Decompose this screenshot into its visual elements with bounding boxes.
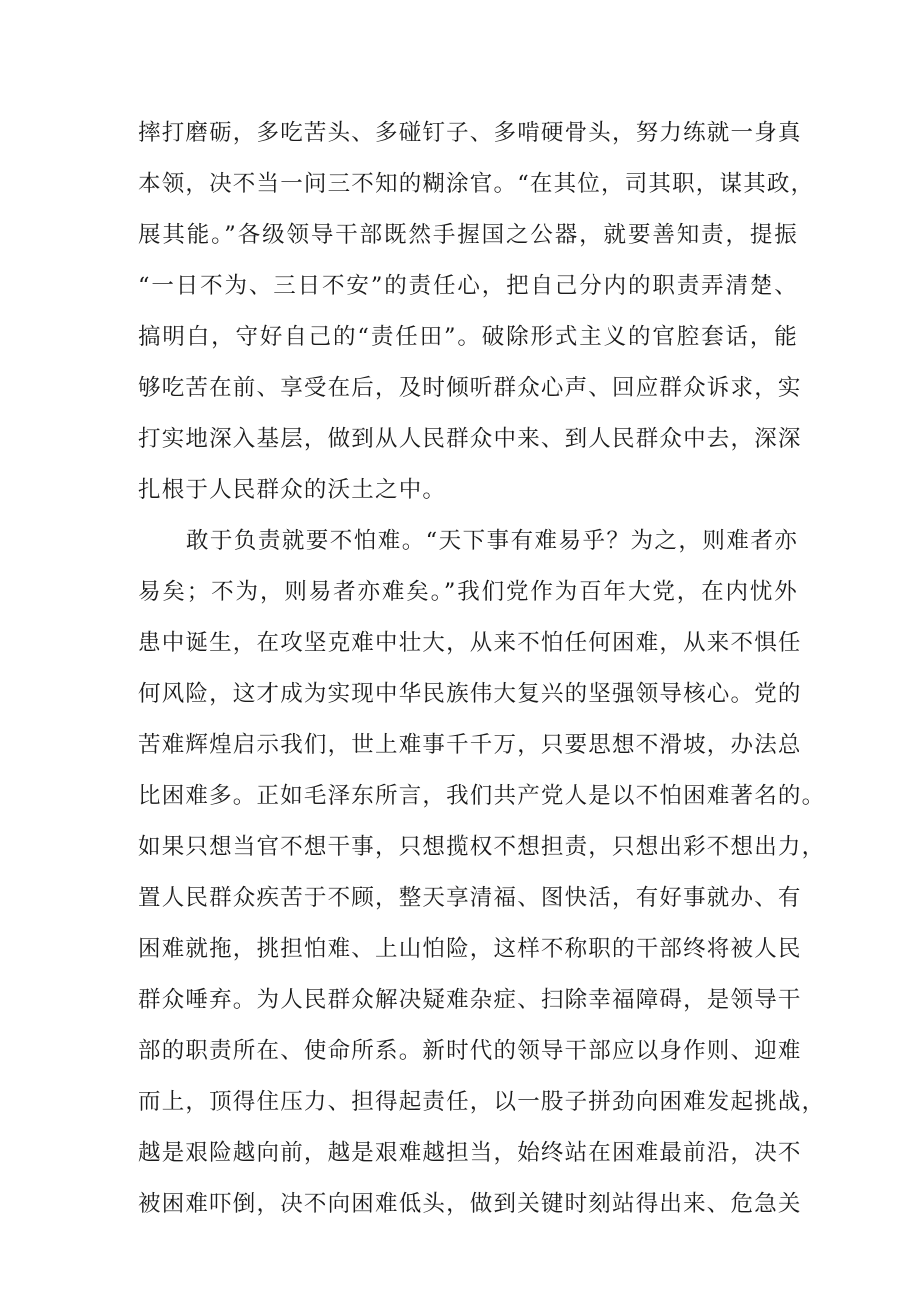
text-line: 扎根于人民群众的沃土之中。 (138, 477, 447, 503)
text-line: 部的职责所在、使命所系。新时代的领导干部应以身作则、迎难 (138, 1038, 802, 1064)
text-line: 而上，顶得住压力、担得起责任，以一股子拼劲向困难发起挑战， (138, 1089, 826, 1115)
text-line: 群众唾弃。为人民群众解决疑难杂症、扫除幸福障碍，是领导干 (138, 987, 802, 1013)
text-line: 被困难吓倒，决不向困难低头，做到关键时刻站得出来、危急关 (138, 1191, 802, 1217)
text-line: 比困难多。正如毛泽东所言，我们共产党人是以不怕困难著名的。 (138, 783, 826, 809)
text-line: 苦难辉煌启示我们，世上难事千千万，只要思想不滑坡，办法总 (138, 732, 802, 758)
body-text (138, 108, 826, 1230)
text-line: 何风险，这才成为实现中华民族伟大复兴的坚强领导核心。党的 (138, 681, 802, 707)
text-line: 够吃苦在前、享受在后，及时倾听群众心声、回应群众诉求，实 (138, 375, 802, 401)
text-line: 易矣；不为，则易者亦难矣。”我们党作为百年大党，在内忧外 (138, 579, 798, 605)
text-line: “一日不为、三日不安”的责任心，把自己分内的职责弄清楚、 (138, 273, 798, 299)
paragraph-1 (138, 108, 815, 516)
text-line: 困难就拖，挑担怕难、上山怕险，这样不称职的干部终将被人民 (138, 936, 802, 962)
text-line: 置人民群众疾苦于不顾，整天享清福、图快活，有好事就办、有 (138, 885, 802, 911)
text-line: 搞明白，守好自己的“责任田”。破除形式主义的官腔套话，能 (138, 324, 798, 350)
text-line: 如果只想当官不想干事，只想揽权不想担责，只想出彩不想出力， (138, 834, 826, 860)
text-line: 敢于负责就要不怕难。“天下事有难易乎？为之，则难者亦 (138, 528, 798, 554)
text-line: 展其能。”各级领导干部既然手握国之公器，就要善知责，提振 (138, 222, 798, 248)
text-line: 越是艰险越向前，越是艰难越担当，始终站在困难最前沿，决不 (138, 1140, 802, 1166)
text-line: 摔打磨砺，多吃苦头、多碰钉子、多啃硬骨头，努力练就一身真 (138, 120, 802, 146)
text-line: 患中诞生，在攻坚克难中壮大，从来不怕任何困难，从来不惧任 (138, 630, 802, 656)
text-line: 打实地深入基层，做到从人民群众中来、到人民群众中去，深深 (138, 426, 802, 452)
text-line: 本领，决不当一问三不知的糊涂官。“在其位，司其职，谋其政， (138, 171, 815, 197)
paragraph-2 (138, 516, 826, 1230)
